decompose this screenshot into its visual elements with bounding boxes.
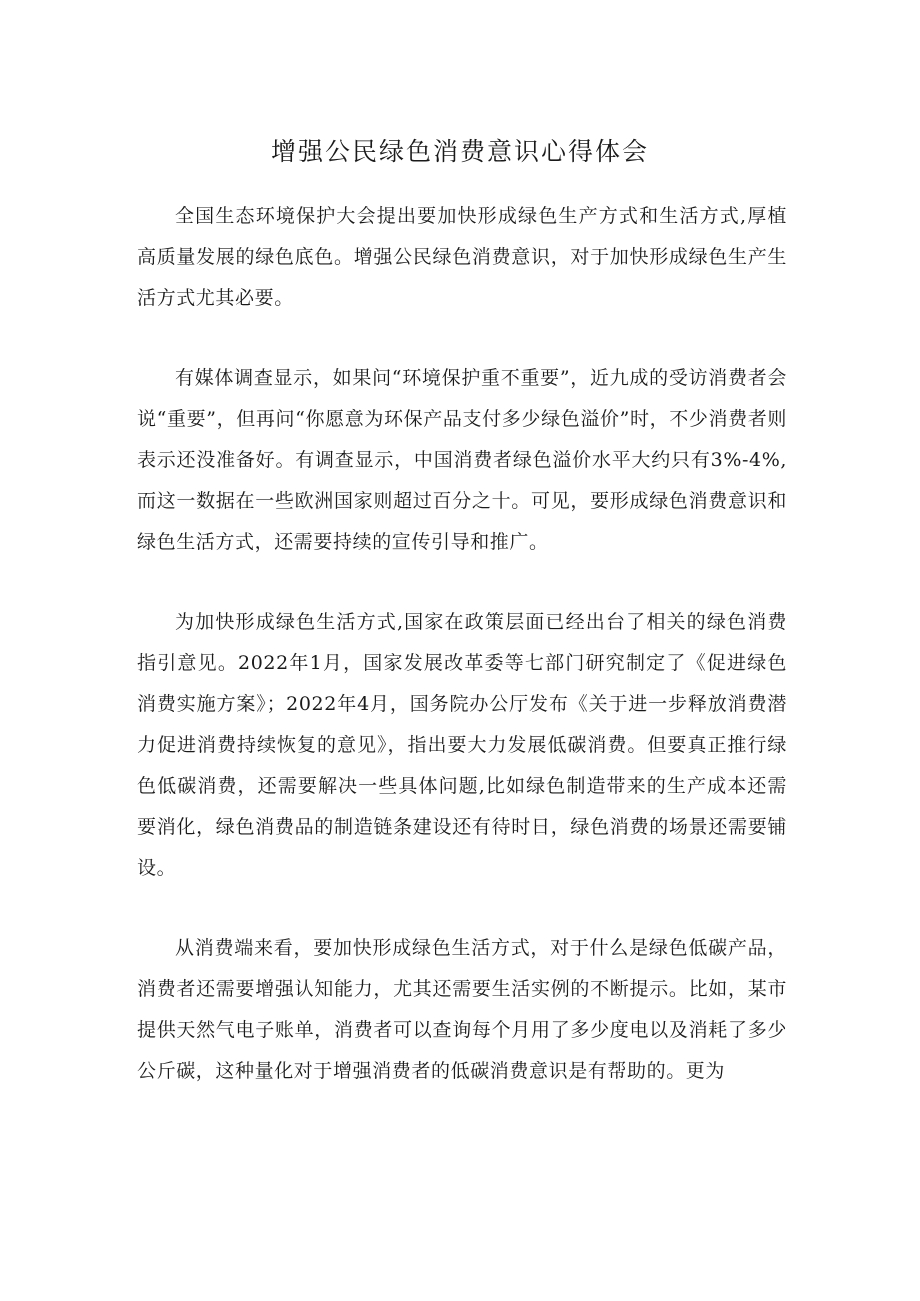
paragraph-4: 从消费端来看，要加快形成绿色生活方式，对于什么是绿色低碳产品，消费者还需要增强认知能力，尤其还需要生活实例的不断提示。比如，某市提供天然气电子账单，消费者可以查询每个月用了多少度电以及消耗了多少公斤碳，这种量化对于增强消费者的低碳消费意识是有帮助的。更为: [137, 937, 787, 1082]
document-body: [137, 196, 787, 1131]
paragraph-2: 有媒体调查显示，如果问“环境保护重不重要”，近九成的受访消费者会说“重要”，但再问“你愿意为环保产品支付多少绿色溢价”时，不少消费者则表示还没准备好。有调查显示，中国消费者绿色溢价水平大约只有3%-4%,而这一数据在一些欧洲国家则超过百分之十。可见，要形成绿色消费意识和绿色生活方式，还需要持续的宣传引导和推广。: [137, 367, 787, 553]
document-title: 增强公民绿色消费意识心得体会: [270, 137, 649, 166]
paragraph-3: 为加快形成绿色生活方式,国家在政策层面已经出台了相关的绿色消费指引意见。2022年1月，国家发展改革委等七部门研究制定了《促进绿色消费实施方案》；2022年4月，国务院办公厅发布《关于进一步释放消费潜力促进消费持续恢复的意见》，指出要大力发展低碳消费。但要真正推行绿色低碳消费，还需要解决一些具体问题,比如绿色制造带来的生产成本还需要消化，绿色消费品的制造链条建设还有待时日，绿色消费的场景还需要铺设。: [137, 611, 787, 879]
paragraph-1: 全国生态环境保护大会提出要加快形成绿色生产方式和生活方式,厚植高质量发展的绿色底色。增强公民绿色消费意识，对于加快形成绿色生产生活方式尤其必要。: [137, 205, 787, 309]
